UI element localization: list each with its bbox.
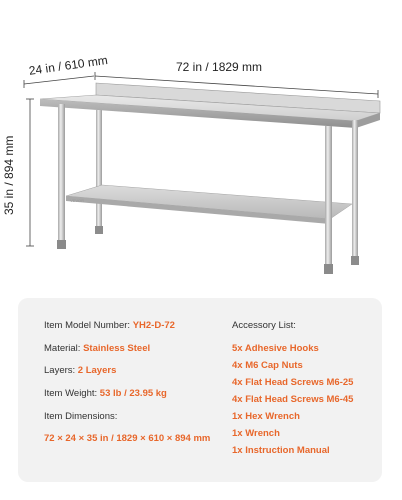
brand-mark: VEVOR xyxy=(70,198,85,203)
accessory-list xyxy=(232,320,382,462)
spec-row-dimensions-value xyxy=(44,433,234,445)
spec-value: YH2-D-72 xyxy=(132,320,175,331)
spec-label: Item Model Number: xyxy=(44,320,133,331)
accessory-item: 4x Flat Head Screws M6-45 xyxy=(232,393,354,405)
spec-value: 2 Layers xyxy=(77,365,117,377)
height-dimension-label: 35 in / 894 mm xyxy=(2,135,16,215)
spec-value: 72 × 24 × 35 in / 1829 × 610 × 894 mm xyxy=(44,433,211,445)
accessory-item: 1x Instruction Manual xyxy=(232,444,330,456)
spec-label: Layers: xyxy=(44,365,78,377)
spec-label: Material: xyxy=(44,342,84,354)
width-dimension-label: 72 in / 1829 mm xyxy=(176,60,263,74)
spec-value: Stainless Steel xyxy=(83,342,151,354)
accessory-item: 1x Hex Wrench xyxy=(232,410,300,422)
spec-label: Item Weight: xyxy=(44,388,100,400)
accessory-item: 1x Wrench xyxy=(232,427,280,439)
spec-value: 53 lb / 23.95 kg xyxy=(99,388,167,400)
spec-row-material xyxy=(44,343,234,355)
spec-label: Item Dimensions: xyxy=(44,410,118,422)
lower-shelf xyxy=(66,185,352,224)
accessory-item: 5x Adhesive Hooks xyxy=(232,342,319,354)
depth-dimension-label: 24 in / 610 mm xyxy=(28,52,109,78)
spec-row-model xyxy=(44,320,234,332)
spec-panel xyxy=(18,298,382,482)
height-dimension-line xyxy=(26,99,34,246)
spec-row-layers xyxy=(44,365,234,377)
spec-row-dimensions xyxy=(44,411,234,423)
accessory-list-title: Accessory List: xyxy=(232,320,296,331)
depth-dimension-line xyxy=(24,76,94,88)
spec-list xyxy=(44,320,234,456)
accessory-item: 4x Flat Head Screws M6-25 xyxy=(232,376,354,388)
spec-row-weight xyxy=(44,388,234,400)
accessory-item: 4x M6 Cap Nuts xyxy=(232,359,303,371)
